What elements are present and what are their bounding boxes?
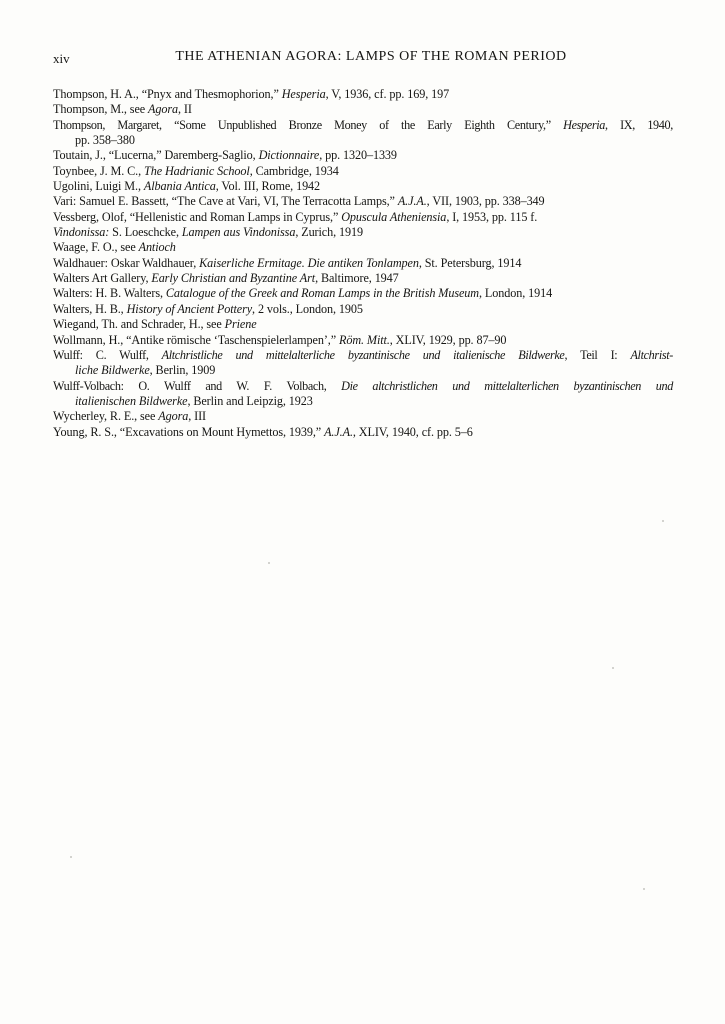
bibliography-entry — [53, 333, 673, 348]
entry-text: Wulff-Volbach: O. Wulff and W. F. Volbach, — [53, 378, 342, 393]
bibliography-entry — [53, 348, 673, 379]
entry-text-italic: Catalogue of the Greek and Roman Lamps in the British Museum — [165, 286, 479, 301]
entry-text: Toutain, J., “Lucerna,” Daremberg-Saglio, — [53, 148, 259, 163]
entry-line — [53, 425, 673, 440]
scan-speck — [643, 888, 645, 890]
entry-text: Ugolini, Luigi M., — [53, 179, 144, 194]
entry-line — [53, 210, 673, 225]
bibliography-entry — [53, 179, 673, 194]
entry-line — [75, 363, 673, 378]
bibliography-entry — [53, 271, 673, 286]
entry-text-italic: Priene — [224, 317, 257, 332]
scan-speck — [662, 520, 664, 522]
entry-text-italic: Dictionnaire — [258, 148, 320, 163]
entry-text: , V, 1936, cf. pp. 169, 197 — [325, 87, 450, 101]
entry-text-italic: Die altchristlichen und mittelalterlichen byzantinischen und — [341, 378, 673, 393]
running-title: THE ATHENIAN AGORA: LAMPS OF THE ROMAN PERIOD — [175, 49, 567, 64]
entry-text: , 2 vols., London, 1905 — [252, 301, 363, 316]
entry-line — [53, 87, 673, 102]
entry-text: , Vol. III, Rome, 1942 — [215, 179, 321, 194]
entry-line — [53, 302, 673, 317]
entry-text: Wulff: C. Wulff, — [53, 347, 162, 362]
entry-line — [53, 102, 673, 117]
scan-speck — [612, 667, 614, 669]
entry-text: Thompson, H. A., “Pnyx and Thesmophorion,” — [53, 87, 282, 101]
bibliography-entry — [53, 256, 673, 271]
entry-text: Thompson, Margaret, “Some Unpublished Bronze Money of the Early Eighth Century,” — [53, 117, 564, 132]
entry-text-italic: Albania Antica — [143, 179, 216, 194]
entry-text-italic: Hesperia — [281, 87, 326, 101]
entry-text-italic: A.J.A. — [397, 194, 427, 209]
entry-text: , Teil I: — [564, 347, 631, 362]
bibliography-entry — [53, 317, 673, 332]
entry-text: Wycherley, R. E., see — [53, 409, 159, 424]
bibliography-entry — [53, 409, 673, 424]
entry-text-italic: The Hadrianic School — [144, 163, 250, 178]
entry-text: , Baltimore, 1947 — [315, 271, 399, 286]
bibliography-entry — [53, 118, 673, 149]
bibliography-entry — [53, 87, 673, 102]
page-header — [53, 49, 673, 67]
entry-text: , Berlin and Leipzig, 1923 — [187, 393, 313, 408]
page-number: xiv — [53, 51, 70, 66]
entry-text-italic: Altchristliche und mittelalterliche byzantinische und italienische Bildwerke — [161, 347, 565, 362]
entry-text-italic: Altchrist- — [630, 347, 673, 362]
entry-text: Wiegand, Th. and Schrader, H., see — [53, 317, 225, 332]
entry-text: Thompson, M., see — [53, 102, 149, 117]
entry-text: , pp. 1320–1339 — [319, 148, 397, 163]
entry-text: , IX, 1940, — [605, 117, 673, 132]
bibliography-entry — [53, 210, 673, 225]
entry-text: , II — [178, 102, 192, 117]
entry-line — [75, 133, 673, 148]
entry-text: Walters Art Gallery, — [53, 271, 152, 286]
entry-text: Vessberg, Olof, “Hellenistic and Roman Lamps in Cyprus,” — [53, 209, 342, 224]
entry-line — [53, 148, 673, 163]
entry-text: Toynbee, J. M. C., — [53, 163, 145, 178]
bibliography-entry — [53, 240, 673, 255]
entry-text: Wollmann, H., “Antike römische ‘Taschenspielerlampen’,” — [53, 332, 339, 347]
bibliography-entry — [53, 302, 673, 317]
entry-text-italic: Kaiserliche Ermitage. Die antiken Tonlampen — [199, 255, 419, 270]
entry-text-italic: italienischen Bildwerke — [75, 393, 188, 408]
entry-line — [75, 394, 673, 409]
scan-speck — [268, 562, 270, 564]
entry-text: , VII, 1903, pp. 338–349 — [426, 194, 545, 209]
entry-text: , Cambridge, 1934 — [249, 163, 339, 178]
entry-text-italic: History of Ancient Pottery — [126, 301, 253, 316]
entry-text-italic: Early Christian and Byzantine Art — [151, 271, 316, 286]
scan-speck — [70, 856, 72, 858]
entry-text: , III — [188, 409, 207, 424]
entry-text: , London, 1914 — [478, 286, 553, 301]
entry-line — [53, 118, 673, 133]
entry-text-italic: Röm. Mitt. — [338, 332, 390, 347]
bibliography-entry — [53, 102, 673, 117]
entry-line — [53, 379, 673, 394]
entry-line — [53, 271, 673, 286]
entry-text: Walters: H. B. Walters, — [53, 286, 166, 301]
entry-text: , XLIV, 1929, pp. 87–90 — [389, 332, 507, 347]
entry-text: , Zurich, 1919 — [295, 225, 363, 240]
entry-text-italic: Agora — [158, 409, 189, 424]
entry-text-italic: liche Bildwerke — [75, 363, 150, 378]
entry-text-italic: Opuscula Atheniensia — [341, 209, 447, 224]
entry-text: , XLIV, 1940, cf. pp. 5–6 — [352, 424, 473, 439]
entry-line — [53, 240, 673, 255]
bibliography-entry — [53, 148, 673, 163]
bibliography-entry — [53, 379, 673, 410]
entry-text: Walters, H. B., — [53, 301, 127, 316]
entry-text: Waldhauer: Oskar Waldhauer, — [53, 255, 200, 270]
bibliography-entry — [53, 425, 673, 440]
entry-line — [53, 256, 673, 271]
entry-text: S. Loeschcke, — [109, 225, 182, 240]
entry-line — [53, 348, 673, 363]
entry-text: Waage, F. O., see — [53, 240, 139, 255]
entry-text: pp. 358–380 — [75, 133, 135, 148]
bibliography-entry — [53, 164, 673, 179]
entry-line — [53, 179, 673, 194]
entry-line — [53, 286, 673, 301]
entry-text: , I, 1953, pp. 115 f. — [446, 209, 538, 224]
entry-line — [53, 317, 673, 332]
entry-text-italic: A.J.A. — [324, 424, 353, 439]
entry-line — [53, 225, 673, 240]
entry-text-italic: Lampen aus Vindonissa — [181, 225, 296, 240]
entry-line — [53, 194, 673, 209]
bibliography-entry — [53, 194, 673, 209]
entry-text: Young, R. S., “Excavations on Mount Hymettos, 1939,” — [53, 424, 325, 439]
entry-text-italic: Hesperia — [563, 117, 606, 132]
bibliography-list — [53, 87, 673, 440]
entry-text: Vari: Samuel E. Bassett, “The Cave at Vari, VI, The Terracotta Lamps,” — [53, 194, 398, 209]
entry-text: , Berlin, 1909 — [149, 363, 216, 378]
entry-text-italic: Antioch — [138, 240, 176, 255]
entry-line — [53, 164, 673, 179]
entry-line — [53, 409, 673, 424]
entry-text-italic: Vindonissa: — [53, 225, 110, 240]
bibliography-entry — [53, 286, 673, 301]
entry-text-italic: Agora — [148, 102, 179, 117]
bibliography-entry — [53, 225, 673, 240]
entry-text: , St. Petersburg, 1914 — [418, 255, 522, 270]
entry-line — [53, 333, 673, 348]
